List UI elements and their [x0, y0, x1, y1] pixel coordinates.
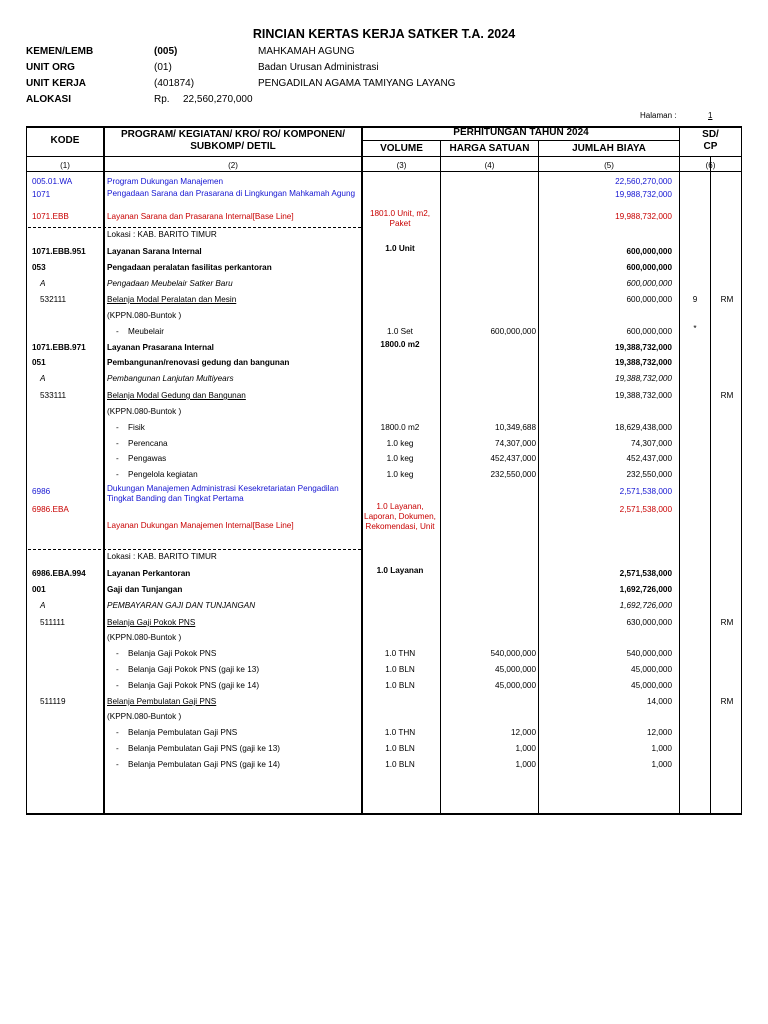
col-number: (6)	[705, 161, 716, 170]
unitorg-name: Badan Urusan Administrasi	[258, 62, 379, 73]
kode-cell: 1071.EBB	[32, 212, 69, 221]
bullet-dash: -	[116, 665, 119, 674]
perhitungan-divider	[362, 140, 679, 141]
volume-cell: 1.0 Unit	[385, 244, 415, 253]
volume-cell: 1.0 Layanan	[376, 566, 424, 575]
col-line	[103, 126, 105, 815]
jumlah-cell: 600,000,000	[626, 295, 672, 304]
jumlah-cell: 19,388,732,000	[615, 343, 672, 352]
volume-cell: 1800.0 m2	[380, 340, 420, 349]
unitorg-label: UNIT ORG	[26, 62, 75, 73]
jumlah-cell: 22,560,270,000	[615, 177, 672, 186]
cp-cell: RM	[720, 295, 734, 304]
harga-cell: 1,000	[515, 760, 536, 769]
desc-cell: (KPPN.080-Buntok )	[107, 712, 182, 721]
desc-cell: (KPPN.080-Buntok )	[107, 311, 182, 320]
desc-cell: Belanja Modal Peralatan dan Mesin	[107, 295, 237, 304]
kode-cell: 1071.EBB.971	[32, 343, 86, 352]
col-line	[710, 156, 711, 815]
document-title: RINCIAN KERTAS KERJA SATKER T.A. 2024	[252, 27, 516, 41]
section-dash-separator	[28, 227, 361, 228]
desc-cell: Layanan Dukungan Manajemen Internal[Base Line]	[107, 521, 294, 530]
jumlah-cell: 2,571,538,000	[619, 505, 672, 514]
header-bottom-line	[26, 156, 742, 157]
sd-cell: *	[693, 324, 697, 333]
kode-cell: 6986.EBA	[32, 505, 69, 514]
jumlah-cell: 600,000,000	[626, 247, 672, 256]
cp-cell: RM	[720, 391, 734, 400]
desc-cell: Layanan Sarana Internal	[107, 247, 202, 256]
kemen-name: MAHKAMAH AGUNG	[258, 46, 355, 57]
desc-cell: Meubelair	[128, 327, 164, 336]
cp-cell: RM	[720, 618, 734, 627]
alokasi-currency: Rp.	[154, 94, 170, 105]
jumlah-cell: 540,000,000	[626, 649, 672, 658]
jumlah-cell: 452,437,000	[626, 454, 672, 463]
volume-cell: 1.0 keg	[386, 454, 414, 463]
jumlah-cell: 1,692,726,000	[619, 601, 672, 610]
volume-cell: 1.0 BLN	[385, 744, 415, 753]
desc-cell: Belanja Pembulatan Gaji PNS (gaji ke 13)	[128, 744, 281, 753]
jumlah-cell: 19,988,732,000	[615, 212, 672, 221]
desc-cell: Belanja Gaji Pokok PNS (gaji ke 13)	[128, 665, 260, 674]
harga-cell: 45,000,000	[495, 665, 536, 674]
bullet-dash: -	[116, 744, 119, 753]
jumlah-cell: 19,388,732,000	[615, 374, 672, 383]
kode-cell: A	[40, 374, 46, 383]
col-number: (1)	[60, 161, 70, 170]
table-bottom-border	[26, 813, 742, 815]
bullet-dash: -	[116, 728, 119, 737]
sd-cell: 9	[692, 295, 698, 304]
volume-cell: 1.0 BLN	[385, 665, 415, 674]
volume-header: VOLUME	[380, 143, 423, 154]
kode-cell: 511111	[40, 618, 65, 627]
desc-cell: Pengadaan Sarana dan Prasarana di Lingkungan Mahkamah Agung	[107, 189, 356, 198]
program-header-line1: PROGRAM/ KEGIATAN/ KRO/ RO/ KOMPONEN/	[120, 129, 346, 140]
kode-cell: 053	[32, 263, 46, 272]
jumlah-cell: 1,000	[651, 760, 672, 769]
desc-cell: Dukungan Manajemen Administrasi Kesekretariatan Pengadilan Tingkat Banding dan Tingkat Pertama	[107, 484, 339, 503]
col-line	[679, 126, 680, 815]
jumlah-cell: 2,571,538,000	[619, 487, 672, 496]
volume-cell: 1.0 keg	[386, 470, 414, 479]
col-line	[440, 140, 441, 815]
kemen-label: KEMEN/LEMB	[26, 46, 94, 57]
kode-cell: 051	[32, 358, 46, 367]
harga-cell: 10,349,688	[495, 423, 536, 432]
bullet-dash: -	[116, 649, 119, 658]
bullet-dash: -	[116, 760, 119, 769]
harga-cell: 74,307,000	[495, 439, 536, 448]
harga-cell: 232,550,000	[490, 470, 536, 479]
desc-cell: Pengelola kegiatan	[128, 470, 198, 479]
col-line	[741, 126, 742, 815]
program-header-line2: SUBKOMP/ DETIL	[190, 141, 276, 152]
kode-cell: 001	[32, 585, 46, 594]
desc-cell: Pengadaan Meubelair Satker Baru	[107, 279, 233, 288]
perhitungan-header: PERHITUNGAN TAHUN 2024	[453, 127, 589, 138]
bullet-dash: -	[116, 327, 119, 336]
jumlah-cell: 14,000	[646, 697, 672, 706]
desc-cell: Layanan Perkantoran	[107, 569, 191, 578]
kode-cell: 532111	[40, 295, 67, 304]
jumlah-cell: 600,000,000	[626, 279, 672, 288]
kemen-code: (005)	[154, 46, 178, 57]
harga-cell: 452,437,000	[490, 454, 536, 463]
volume-cell: 1.0 BLN	[385, 681, 415, 690]
number-row-line	[26, 171, 742, 172]
desc-cell: Belanja Gaji Pokok PNS (gaji ke 14)	[128, 681, 260, 690]
desc-cell: Belanja Pembulatan Gaji PNS	[128, 728, 238, 737]
sdcp-header-line1: SD/	[702, 129, 719, 140]
jumlah-cell: 600,000,000	[626, 263, 672, 272]
kode-header: KODE	[50, 135, 80, 146]
desc-cell: Lokasi : KAB. BARITO TIMUR	[107, 552, 217, 561]
jumlah-cell: 630,000,000	[626, 618, 672, 627]
desc-cell: (KPPN.080-Buntok )	[107, 407, 182, 416]
jumlah-cell: 19,988,732,000	[615, 190, 672, 199]
desc-cell: Pengawas	[128, 454, 167, 463]
harga-header: HARGA SATUAN	[449, 143, 530, 154]
volume-cell: 1.0 keg	[386, 439, 414, 448]
unitkerja-name: PENGADILAN AGAMA TAMIYANG LAYANG	[258, 78, 456, 89]
bullet-dash: -	[116, 423, 119, 432]
jumlah-cell: 232,550,000	[626, 470, 672, 479]
volume-cell: 1.0 THN	[384, 728, 416, 737]
jumlah-cell: 19,388,732,000	[615, 391, 672, 400]
cp-cell: RM	[720, 697, 734, 706]
col-line	[26, 126, 27, 815]
budget-table	[26, 126, 742, 815]
desc-cell: Belanja Gaji Pokok PNS	[107, 618, 196, 627]
harga-cell: 12,000	[510, 728, 536, 737]
kode-cell: 005.01.WA	[32, 177, 73, 186]
col-number: (2)	[228, 161, 238, 170]
unitorg-code: (01)	[154, 62, 172, 73]
bullet-dash: -	[116, 681, 119, 690]
desc-cell: Layanan Sarana dan Prasarana Internal[Base Line]	[107, 212, 294, 221]
volume-cell: 1801.0 Unit, m2, Paket	[369, 209, 431, 228]
harga-cell: 540,000,000	[490, 649, 536, 658]
alokasi-value: 22,560,270,000	[183, 94, 253, 105]
bullet-dash: -	[116, 439, 119, 448]
kode-cell: 1071.EBB.951	[32, 247, 86, 256]
desc-cell: Program Dukungan Manajemen	[107, 177, 224, 186]
jumlah-cell: 12,000	[646, 728, 672, 737]
kode-cell: 1071	[32, 190, 51, 199]
kode-cell: A	[40, 601, 46, 610]
col-number: (5)	[604, 161, 614, 170]
jumlah-cell: 45,000,000	[631, 681, 672, 690]
volume-cell: 1.0 THN	[384, 649, 416, 658]
jumlah-cell: 45,000,000	[631, 665, 672, 674]
desc-cell: Belanja Gaji Pokok PNS	[128, 649, 217, 658]
bullet-dash: -	[116, 454, 119, 463]
halaman-value: 1	[708, 111, 713, 120]
desc-cell: Pembangunan Lanjutan Multiyears	[107, 374, 234, 383]
volume-cell: 1.0 Layanan, Laporan, Dokumen, Rekomendasi, Unit	[364, 502, 436, 531]
jumlah-cell: 18,629,438,000	[615, 423, 672, 432]
jumlah-cell: 1,692,726,000	[619, 585, 672, 594]
jumlah-cell: 74,307,000	[631, 439, 672, 448]
kode-cell: 6986	[32, 487, 51, 496]
desc-cell: Belanja Pembulatan Gaji PNS (gaji ke 14)	[128, 760, 281, 769]
col-number: (4)	[484, 161, 495, 170]
desc-cell: Belanja Modal Gedung dan Bangunan	[107, 391, 246, 400]
sdcp-header-line2: CP	[703, 141, 718, 152]
desc-cell: Gaji dan Tunjangan	[107, 585, 183, 594]
jumlah-header: JUMLAH BIAYA	[572, 143, 646, 154]
desc-cell: Perencana	[128, 439, 168, 448]
volume-cell: 1800.0 m2	[380, 423, 420, 432]
kode-cell: 6986.EBA.994	[32, 569, 86, 578]
desc-cell: PEMBAYARAN GAJI DAN TUNJANGAN	[107, 601, 256, 610]
desc-cell: Lokasi : KAB. BARITO TIMUR	[107, 230, 217, 239]
unitkerja-label: UNIT KERJA	[26, 78, 87, 89]
bullet-dash: -	[116, 470, 119, 479]
jumlah-cell: 600,000,000	[626, 327, 672, 336]
volume-cell: 1.0 BLN	[385, 760, 415, 769]
desc-cell: Fisik	[128, 423, 145, 432]
kode-cell: A	[40, 279, 46, 288]
volume-cell: 1.0 Set	[387, 327, 413, 336]
harga-cell: 600,000,000	[490, 327, 536, 336]
jumlah-cell: 19,388,732,000	[615, 358, 672, 367]
jumlah-cell: 2,571,538,000	[619, 569, 672, 578]
desc-cell: Pembangunan/renovasi gedung dan bangunan	[107, 358, 290, 367]
desc-cell: Pengadaan peralatan fasilitas perkantoran	[107, 263, 272, 272]
jumlah-cell: 1,000	[651, 744, 672, 753]
halaman-label: Halaman :	[640, 111, 677, 120]
desc-cell: (KPPN.080-Buntok )	[107, 633, 182, 642]
section-dash-separator	[28, 549, 361, 550]
harga-cell: 1,000	[515, 744, 536, 753]
unitkerja-code: (401874)	[154, 78, 195, 89]
kode-cell: 511119	[40, 697, 66, 706]
col-number: (3)	[396, 161, 407, 170]
desc-cell: Layanan Prasarana Internal	[107, 343, 214, 352]
col-line	[538, 140, 539, 815]
kode-cell: 533111	[40, 391, 67, 400]
harga-cell: 45,000,000	[495, 681, 536, 690]
desc-cell: Belanja Pembulatan Gaji PNS	[107, 697, 217, 706]
alokasi-label: ALOKASI	[26, 94, 71, 105]
